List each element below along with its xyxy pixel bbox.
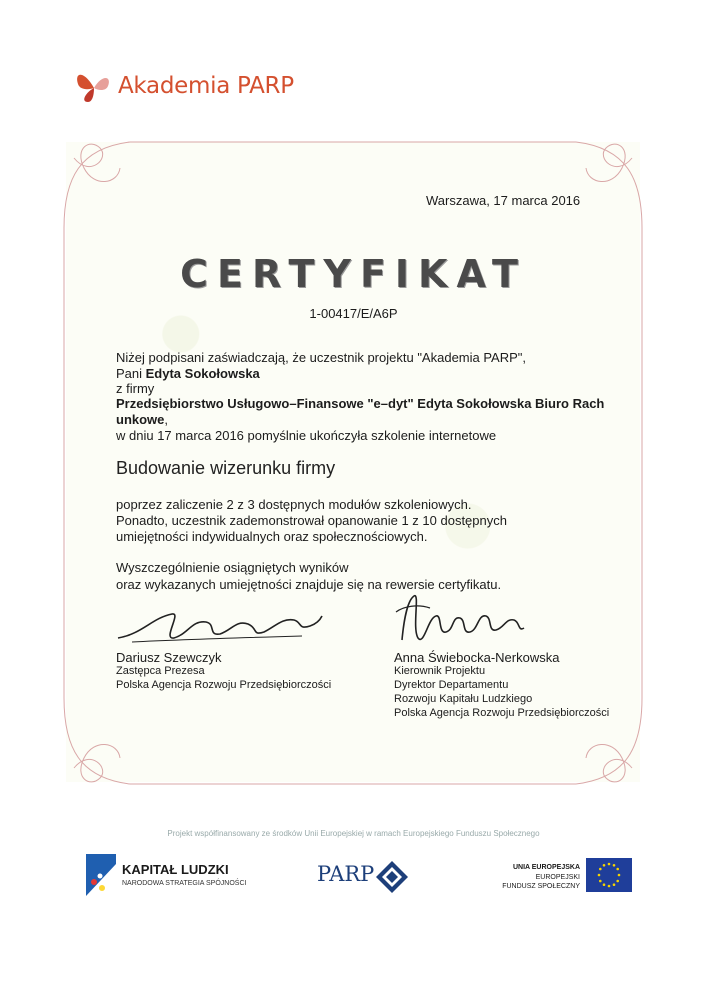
modules-line: poprzez zaliczenie 2 z 3 dostępnych modułów szkoleniowych. [116,497,472,512]
right-signatory-role1: Kierownik Projektu [394,665,486,677]
eu-line3: FUNDUSZ SPOŁECZNY [502,883,580,890]
certificate-title: CERTYFIKAT [180,252,527,296]
company-name-line2: unkowe [116,412,165,427]
skills-line1: Ponadto, uczestnik zademonstrował opanowanie 1 z 10 dostępnych [116,513,507,528]
certificate-number: 1-00417/E/A6P [309,306,398,321]
parp-emblem-icon [375,860,409,894]
details-line1: Wyszczególnienie osiągniętych wyników [116,560,349,575]
parp-logo [317,862,374,886]
signature-right [394,588,530,648]
participant-prefix: Pani [116,366,146,381]
signature-left [112,600,327,646]
left-signatory-role2: Polska Agencja Rozwoju Przedsiębiorczości [116,679,332,691]
kl-subtitle: NARODOWA STRATEGIA SPÓJNOŚCI [122,880,247,887]
right-signatory-role3: Rozwoju Kapitału Ludzkiego [394,693,533,705]
skills-line2: umiejętności indywidualnych oraz społecznościowych. [116,529,428,544]
participant-name: Edyta Sokołowska [145,366,260,381]
company-intro: z firmy [116,381,155,396]
kl-title: KAPITAŁ LUDZKI [122,862,229,877]
course-title: Budowanie wizerunku firmy [116,458,336,478]
kapital-ludzki-emblem-icon [86,854,116,896]
place-and-date: Warszawa, 17 marca 2016 [426,193,581,208]
butterfly-icon [72,66,116,106]
completion-line: w dniu 17 marca 2016 pomyślnie ukończyła szkolenie internetowe [116,428,497,443]
cofinancing-note: Projekt współfinansowany ze środków Unii Europejskiej w ramach Europejskiego Funduszu Społecznego [167,829,540,838]
company-name-line1: Przedsiębiorstwo Usługowo–Finansowe "e–dyt" Edyta Sokołowska Biuro Rach [116,396,605,411]
brand-name: Akademia PARP [118,73,294,99]
akademia-parp-logo [72,66,294,106]
eu-line2: EUROPEJSKI [535,874,580,881]
parp-wordmark: PARP [317,862,375,886]
statement-line: Niżej podpisani zaświadczają, że uczestnik projektu "Akademia PARP", [116,350,527,365]
details-line2: oraz wykazanych umiejętności znajduje się na rewersie certyfikatu. [116,577,502,592]
company-comma: , [164,412,169,427]
right-signatory-role2: Dyrektor Departamentu [394,679,509,691]
eu-line1: UNIA EUROPEJSKA [512,864,580,871]
right-signatory-name: Anna Świebocka-Nerkowska [394,650,560,665]
left-signatory-name: Dariusz Szewczyk [116,650,222,665]
eu-flag-icon [586,858,632,892]
left-signatory-role1: Zastępca Prezesa [116,665,205,677]
right-signatory-role4: Polska Agencja Rozwoju Przedsiębiorczości [394,707,610,719]
company-name-line2-wrap [116,411,168,428]
